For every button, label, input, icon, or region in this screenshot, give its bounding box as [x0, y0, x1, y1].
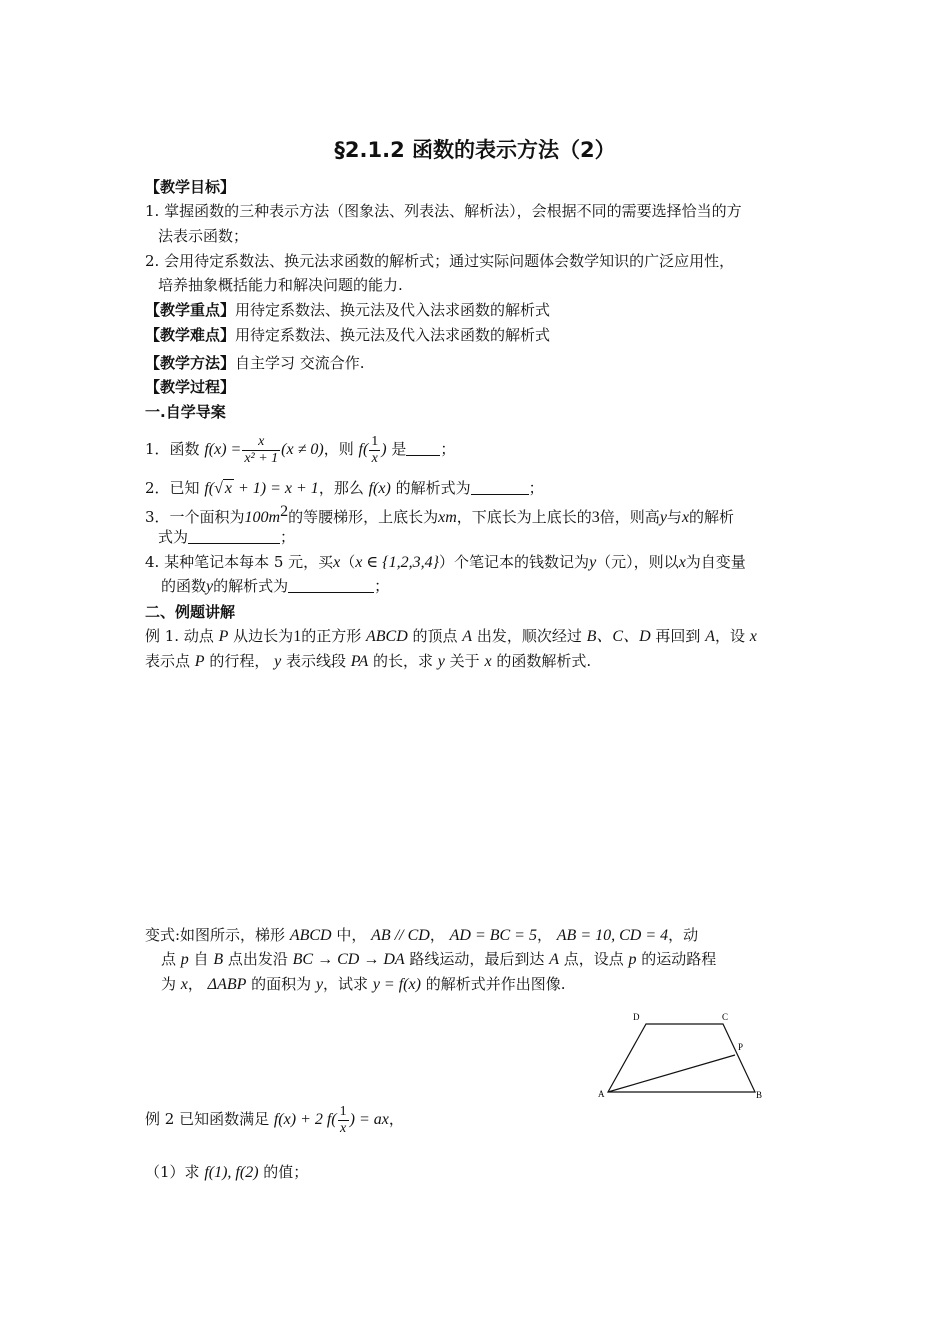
example-2: 例 2 已知函数满足 f(x) + 2 f( $\frac{1}{x}$ ) = ax，: [145, 1103, 404, 1136]
difficult-point: [145, 324, 550, 346]
goal-item-2: 2. 会用待定系数法、换元法求函数的解析式；通过实际问题体会数学知识的广泛应用性，: [145, 252, 735, 270]
self-study-heading: 一.自学导案: [145, 403, 226, 421]
goal-item-1: 1. 掌握函数的三种表示方法（图象法、列表法、解析法），会根据不同的需要选择恰当的方: [145, 202, 742, 220]
fraction: $\frac{x}{\text{x² + 1}}$: [244, 433, 279, 466]
difficult-heading: 【教学难点】: [145, 326, 236, 344]
goals-heading: 【教学目标】: [145, 178, 236, 196]
variation-problem-cont-1: 点 p 自 B 点出发沿 BC → CD → DA 路线运动，最后到达 A 点，设点 p 的运动路程: [161, 950, 717, 968]
label-c: C: [722, 1012, 729, 1022]
fraction: $\frac{1}{x}$: [371, 433, 379, 466]
teaching-method: [145, 352, 365, 374]
examples-heading: 二、例题讲解: [145, 603, 236, 621]
question-2: 2．已知 f(√ x + 1) = x + 1，那么 f(x) 的解析式为 ；: [145, 479, 544, 497]
answer-blank[interactable]: [188, 529, 280, 544]
key-point: [145, 299, 550, 321]
method-text: 自主学习 交流合作.: [235, 354, 365, 372]
question-3-cont: 式为 ；: [158, 528, 296, 546]
label-d: D: [633, 1012, 640, 1022]
question-4-cont: 的函数y的解析式为 ；: [161, 577, 390, 595]
page-title: §2.1.2 函数的表示方法（2）: [334, 138, 616, 162]
answer-blank[interactable]: [288, 578, 374, 593]
fraction: $\frac{1}{x}$: [339, 1103, 347, 1136]
goal-item-2-cont: 培养抽象概括能力和解决问题的能力.: [158, 276, 403, 294]
question-4: 4. 某种笔记本每本 5 元，买x（x ∈ {1,2,3,4}）个笔记本的钱数记为y（元），则以x为自变量: [145, 553, 746, 571]
key-heading: 【教学重点】: [145, 301, 236, 319]
method-heading: 【教学方法】: [145, 354, 236, 372]
variation-problem-cont-2: 为 x， ΔABP 的面积为 y，试求 y = f(x) 的解析式并作出图像.: [161, 975, 566, 993]
label-p: P: [738, 1042, 744, 1052]
segment-ap: [608, 1055, 735, 1092]
key-text: 用待定系数法、换元法及代入法求函数的解析式: [235, 301, 551, 319]
trapezoid-figure: [590, 1005, 780, 1105]
example-1: 例 1. 动点 P 从边长为1的正方形 ABCD 的顶点 A 出发，顺次经过 B、C、D 再回到 A，设 x: [145, 627, 757, 645]
answer-blank[interactable]: [406, 441, 440, 456]
question-1: 1．函数 f(x) = $\frac{x}{\text{x² + 1}}$ (x ≠ 0)，则 f( $\frac{1}{x}$ ) 是 ；: [145, 433, 456, 466]
example-1-cont: 表示点 P 的行程， y 表示线段 PA 的长，求 y 关于 x 的函数解析式.: [145, 652, 592, 670]
label-a: A: [598, 1089, 605, 1099]
label-b: B: [756, 1090, 763, 1100]
question-3: 3．一个面积为$100m^2$的等腰梯形，上底长为xm，下底长为上底长的3倍，则高y与x的解析: [145, 503, 735, 526]
process-heading: 【教学过程】: [145, 378, 236, 396]
difficult-text: 用待定系数法、换元法及代入法求函数的解析式: [235, 326, 551, 344]
goal-item-1-cont: 法表示函数；: [158, 227, 249, 245]
example-2-question-1: （1）求 f(1), f(2) 的值；: [145, 1163, 309, 1181]
answer-blank[interactable]: [471, 480, 529, 495]
trapezoid-outline: [608, 1024, 755, 1092]
variation-problem: 变式:如图所示，梯形 ABCD 中， AB // CD， AD = BC = 5， AB = 10, CD = 4，动: [145, 926, 699, 944]
